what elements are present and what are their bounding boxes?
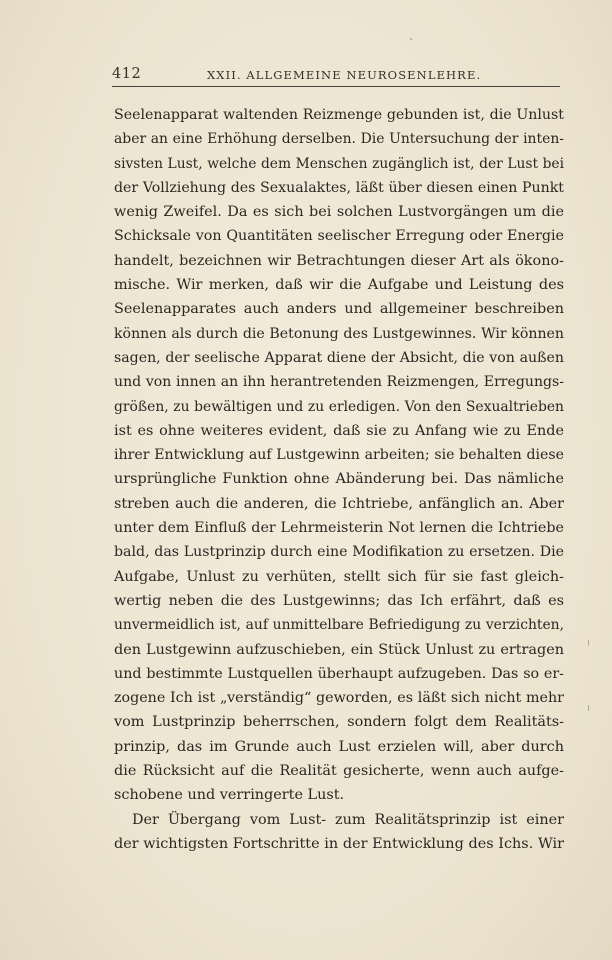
- paper-speck: [588, 640, 589, 646]
- text-line: größen, zu bewältigen und zu erledigen. Von den Sexualtrieben: [114, 398, 564, 415]
- text-line: den Lustgewinn aufzuschieben, ein Stück Unlust zu ertragen: [114, 641, 564, 658]
- text-line: wertig neben die des Lustgewinns; das Ich erfährt, daß es: [114, 592, 564, 609]
- text-line: Schicksale von Quantitäten seelischer Erregung oder Energie: [114, 228, 564, 245]
- text-line: ist es ohne weiteres evident, daß sie zu Anfang wie zu Ende: [114, 422, 564, 439]
- text-line: und bestimmte Lustquellen überhaupt aufzugeben. Das so er-: [114, 665, 564, 682]
- text-line: streben auch die anderen, die Ichtriebe, anfänglich an. Aber: [114, 495, 564, 512]
- text-line: schobene und verringerte Lust.: [114, 787, 345, 804]
- text-line: prinzip, das im Grunde auch Lust erzielen will, aber durch: [114, 738, 564, 755]
- paper-speck: [588, 705, 589, 711]
- text-line: aber an eine Erhöhung derselben. Die Untersuchung der inten-: [114, 131, 564, 148]
- text-line: ursprüngliche Funktion ohne Abänderung bei. Das nämliche: [114, 471, 564, 488]
- text-line: der Vollziehung des Sexualaktes, läßt über diesen einen Punkt: [114, 179, 564, 196]
- text-line: unvermeidlich ist, auf unmittelbare Befriedigung zu verzichten,: [114, 617, 564, 634]
- text-line: Seelenapparates auch anders und allgemeiner beschreiben: [114, 301, 564, 318]
- text-line: können als durch die Betonung des Lustgewinnes. Wir können: [114, 325, 564, 342]
- running-head: XXII. ALLGEMEINE NEUROSENLEHRE.: [207, 68, 482, 82]
- paragraph: [114, 808, 564, 857]
- text-line: die Rücksicht auf die Realität gesicherte, wenn auch aufge-: [114, 763, 564, 780]
- text-line: Aufgabe, Unlust zu verhüten, stellt sich für sie fast gleich-: [114, 568, 564, 585]
- paper-speck: [410, 38, 412, 40]
- text-line: unter dem Einfluß der Lehrmeisterin Not lernen die Ichtriebe: [114, 520, 564, 537]
- paragraph: [114, 103, 564, 808]
- text-line: handelt, bezeichnen wir Betrachtungen dieser Art als ökono-: [114, 252, 564, 269]
- page-number: 412: [112, 66, 142, 82]
- text-line: und von innen an ihn herantretenden Reizmengen, Erregungs-: [114, 374, 564, 391]
- text-line: sivsten Lust, welche dem Menschen zugänglich ist, der Lust bei: [114, 155, 564, 172]
- text-line: Der Übergang vom Lust- zum Realitätsprinzip ist einer: [132, 811, 564, 828]
- header-rule: [112, 86, 560, 87]
- body-text: [114, 103, 564, 856]
- text-line: ihrer Entwicklung auf Lustgewinn arbeiten; sie behalten diese: [114, 447, 564, 464]
- text-line: wenig Zweifel. Da es sich bei solchen Lustvorgängen um die: [114, 204, 564, 221]
- text-line: vom Lustprinzip beherrschen, sondern folgt dem Realitäts-: [114, 714, 564, 731]
- text-line: mische. Wir merken, daß wir die Aufgabe und Leistung des: [114, 277, 564, 294]
- text-line: Seelenapparat waltenden Reizmenge gebunden ist, die Unlust: [114, 107, 564, 123]
- text-line: zogene Ich ist „verständig“ geworden, es läßt sich nicht mehr: [114, 690, 564, 707]
- page-header: [112, 64, 560, 88]
- text-line: der wichtigsten Fortschritte in der Entwicklung des Ichs. Wir: [114, 835, 564, 852]
- text-line: bald, das Lustprinzip durch eine Modifikation zu ersetzen. Die: [114, 544, 564, 561]
- text-line: sagen, der seelische Apparat diene der Absicht, die von außen: [114, 349, 564, 366]
